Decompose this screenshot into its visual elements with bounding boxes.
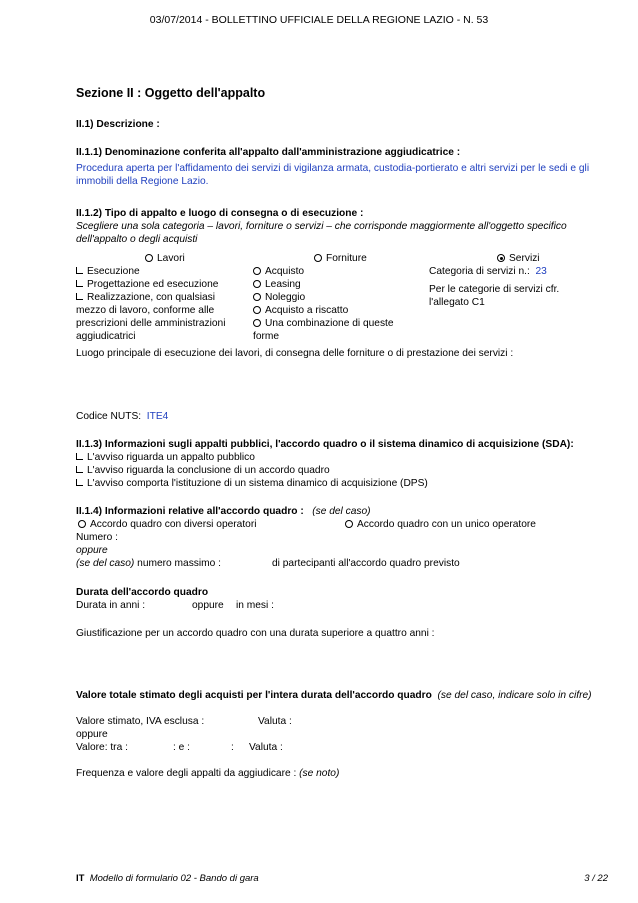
option-label: L'avviso comporta l'istituzione di un sistema dinamico di acquisizione (DPS) bbox=[87, 478, 428, 489]
radio-servizi[interactable] bbox=[497, 252, 540, 265]
forniture-option-combinazione[interactable] bbox=[253, 317, 413, 343]
ii13-label: II.1.3) Informazioni sugli appalti pubblici, l'accordo quadro o il sistema dinamico di acquisizione (SDA): bbox=[76, 439, 574, 450]
accordo-diversi-operatori[interactable] bbox=[78, 518, 257, 531]
ii14-heading bbox=[76, 505, 371, 518]
luogo-label: Luogo principale di esecuzione dei lavori, di consegna delle forniture o di prestazione dei servizi : bbox=[76, 348, 514, 359]
frequenza-label: Frequenza e valore degli appalti da aggiudicare : bbox=[76, 768, 297, 779]
ii13-option-accordo[interactable] bbox=[76, 464, 330, 477]
radio-circle-icon bbox=[145, 254, 153, 262]
radio-circle-icon bbox=[345, 520, 353, 528]
ii12-label: II.1.2) Tipo di appalto e luogo di consegna o di esecuzione : bbox=[76, 208, 364, 219]
numero-label: Numero : bbox=[76, 532, 118, 543]
forniture-option-leasing[interactable] bbox=[253, 278, 301, 291]
valore-title: Valore totale stimato degli acquisti per l'intera durata dell'accordo quadro bbox=[76, 690, 432, 701]
footer-model: Modello di formulario 02 - Bando di gara bbox=[89, 873, 259, 884]
categoria-label: Categoria di servizi n.: bbox=[429, 266, 530, 277]
forniture-option-riscatto[interactable] bbox=[253, 304, 348, 317]
checkbox-icon bbox=[76, 453, 83, 460]
ii1-label: II.1) Descrizione : bbox=[76, 119, 160, 130]
checkbox-icon bbox=[76, 479, 83, 486]
option-label: L'avviso riguarda la conclusione di un accordo quadro bbox=[87, 465, 330, 476]
se-del-caso: (se del caso) bbox=[76, 558, 135, 569]
valore-note: (se del caso, indicare solo in cifre) bbox=[437, 690, 592, 701]
radio-forniture-label: Forniture bbox=[326, 253, 367, 264]
page-footer bbox=[76, 872, 259, 885]
durata-anni: Durata in anni : bbox=[76, 600, 146, 611]
ii12-instruction: Scegliere una sola categoria – lavori, forniture o servizi – che corrisponde maggiormente all'oggetto specifico dell'appalto o degli acquisti bbox=[76, 221, 567, 245]
footer-page-number: 3 / 22 bbox=[584, 873, 608, 884]
valore-valuta-label: Valuta : bbox=[258, 716, 292, 727]
section-title: Sezione II : Oggetto dell'appalto bbox=[76, 86, 266, 100]
option-label: Acquisto a riscatto bbox=[265, 305, 349, 316]
option-label: Accordo quadro con un unico operatore bbox=[357, 519, 536, 530]
accordo-unico-operatore[interactable] bbox=[345, 518, 536, 531]
checkbox-icon bbox=[76, 267, 83, 274]
ii11-label: II.1.1) Denominazione conferita all'appalto dall'amministrazione aggiudicatrice : bbox=[76, 147, 461, 158]
option-label: Progettazione ed esecuzione bbox=[87, 279, 219, 290]
radio-circle-icon bbox=[78, 520, 86, 528]
checkbox-icon bbox=[76, 293, 83, 300]
radio-lavori-label: Lavori bbox=[157, 253, 185, 264]
nuts-value: ITE4 bbox=[146, 411, 169, 422]
durata-oppure: oppure bbox=[192, 600, 224, 611]
option-label: Leasing bbox=[265, 279, 301, 290]
frequenza-note: (se noto) bbox=[299, 768, 340, 779]
nuts-code bbox=[76, 410, 168, 423]
giustificazione-label: Giustificazione per un accordo quadro con una durata superiore a quattro anni : bbox=[76, 628, 435, 639]
radio-circle-icon bbox=[253, 293, 261, 301]
option-label: Noleggio bbox=[265, 292, 306, 303]
radio-forniture[interactable] bbox=[314, 252, 367, 265]
option-label: Acquisto bbox=[265, 266, 305, 277]
radio-circle-icon bbox=[314, 254, 322, 262]
durata-mesi: in mesi : bbox=[236, 600, 274, 611]
valore-tra-label: Valore: tra : bbox=[76, 742, 128, 753]
categoria-note: Per le categorie di servizi cfr. l'allegato C1 bbox=[429, 284, 560, 308]
checkbox-icon bbox=[76, 466, 83, 473]
numero-massimo-line bbox=[76, 557, 221, 570]
valore-colon: : bbox=[231, 742, 234, 753]
durata-title: Durata dell'accordo quadro bbox=[76, 587, 209, 598]
footer-lang: IT bbox=[76, 873, 85, 884]
valore-e-label: : e : bbox=[173, 742, 190, 753]
ii11-value: Procedura aperta per l'affidamento dei servizi di vigilanza armata, custodia-portierato e altri servizi per le sedi e gli immobili della Regione Lazio. bbox=[76, 163, 590, 187]
valore-heading bbox=[76, 689, 616, 702]
categoria-value: 23 bbox=[535, 266, 547, 277]
oppure-label: oppure bbox=[76, 545, 108, 556]
radio-circle-icon bbox=[253, 280, 261, 288]
radio-circle-icon bbox=[253, 319, 261, 327]
frequenza-line bbox=[76, 767, 339, 780]
lavori-option-progettazione[interactable] bbox=[76, 278, 218, 291]
ii13-option-appalto[interactable] bbox=[76, 451, 255, 464]
categoria-servizi bbox=[429, 265, 547, 278]
valore-oppure: oppure bbox=[76, 729, 108, 740]
forniture-option-noleggio[interactable] bbox=[253, 291, 305, 304]
radio-lavori[interactable] bbox=[145, 252, 185, 265]
option-label: L'avviso riguarda un appalto pubblico bbox=[87, 452, 255, 463]
ii14-label: II.1.4) Informazioni relative all'accordo quadro : bbox=[76, 506, 304, 517]
checkbox-icon bbox=[76, 280, 83, 287]
option-label: Realizzazione, con qualsiasi mezzo di lavoro, conforme alle prescrizioni delle amministrazioni aggiudicatrici bbox=[76, 292, 226, 342]
radio-selected-icon bbox=[497, 254, 505, 262]
numero-massimo-label: numero massimo : bbox=[137, 558, 221, 569]
ii13-option-sda[interactable] bbox=[76, 477, 428, 490]
partecipanti-label: di partecipanti all'accordo quadro previsto bbox=[272, 558, 460, 569]
ii14-note: (se del caso) bbox=[312, 506, 371, 517]
valore-stimato-label: Valore stimato, IVA esclusa : bbox=[76, 716, 205, 727]
valore-valuta2-label: Valuta : bbox=[249, 742, 283, 753]
option-label: Esecuzione bbox=[87, 266, 140, 277]
lavori-option-realizzazione[interactable] bbox=[76, 291, 246, 343]
option-label: Accordo quadro con diversi operatori bbox=[90, 519, 257, 530]
forniture-option-acquisto[interactable] bbox=[253, 265, 304, 278]
nuts-label: Codice NUTS: bbox=[76, 411, 142, 422]
option-label: Una combinazione di queste forme bbox=[253, 318, 394, 342]
lavori-option-esecuzione[interactable] bbox=[76, 265, 140, 278]
page-header: 03/07/2014 - BOLLETTINO UFFICIALE DELLA REGIONE LAZIO - N. 53 bbox=[149, 14, 489, 26]
radio-circle-icon bbox=[253, 267, 261, 275]
radio-servizi-label: Servizi bbox=[509, 253, 540, 264]
radio-circle-icon bbox=[253, 306, 261, 314]
